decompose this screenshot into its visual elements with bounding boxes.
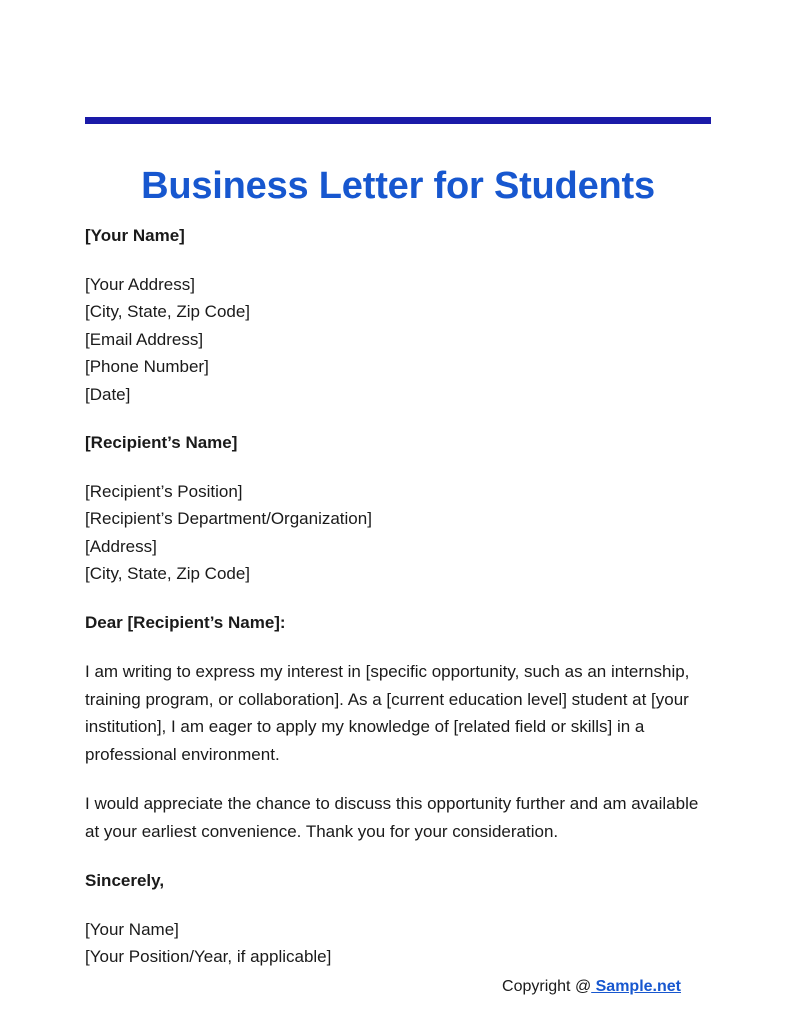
recipient-address-line: [City, State, Zip Code] xyxy=(85,564,251,583)
signature-block xyxy=(85,916,705,971)
recipient-address-line: [Recipient’s Position] xyxy=(85,481,243,501)
closing: Sincerely, xyxy=(85,871,165,890)
body-paragraph-2: I would appreciate the chance to discuss this opportunity further and am available at your earliest convenience. Thank you for your consideration. xyxy=(85,794,699,841)
recipient-address-block xyxy=(85,478,705,588)
sender-address-line: [City, State, Zip Code] xyxy=(85,302,251,321)
recipient-name-block xyxy=(85,429,705,457)
letter-body xyxy=(85,222,705,971)
recipient-address-line: [Recipient’s Department/Organization] xyxy=(85,509,372,528)
sender-date-line: [Date] xyxy=(85,384,131,404)
page-title: Business Letter for Students xyxy=(141,165,655,208)
footer-copyright-text: Copyright @ xyxy=(502,978,592,995)
sender-name-block xyxy=(85,222,705,250)
header-accent-rule xyxy=(85,117,711,124)
salutation: Dear [Recipient’s Name]: xyxy=(85,612,286,632)
signature-position: [Your Position/Year, if applicable] xyxy=(85,947,332,966)
signature-name: [Your Name] xyxy=(85,919,179,939)
footer xyxy=(85,975,681,999)
footer-sample-net-link[interactable]: Sample.net xyxy=(591,978,681,995)
sender-address-line: [Your Address] xyxy=(85,274,195,294)
recipient-address-line: [Address] xyxy=(85,536,157,556)
sender-address-line: [Email Address] xyxy=(85,329,204,349)
sender-name: [Your Name] xyxy=(85,226,185,245)
sender-address-block xyxy=(85,271,705,409)
sender-address-line: [Phone Number] xyxy=(85,357,209,376)
recipient-name: [Recipient’s Name] xyxy=(85,433,238,452)
body-paragraph-1: I am writing to express my interest in [specific opportunity, such as an internship, training program, or collaboration]. As a [current education level] student at [your institution], I am eager to apply my knowledge of [related field or skills] in a professional environment. xyxy=(85,662,690,764)
